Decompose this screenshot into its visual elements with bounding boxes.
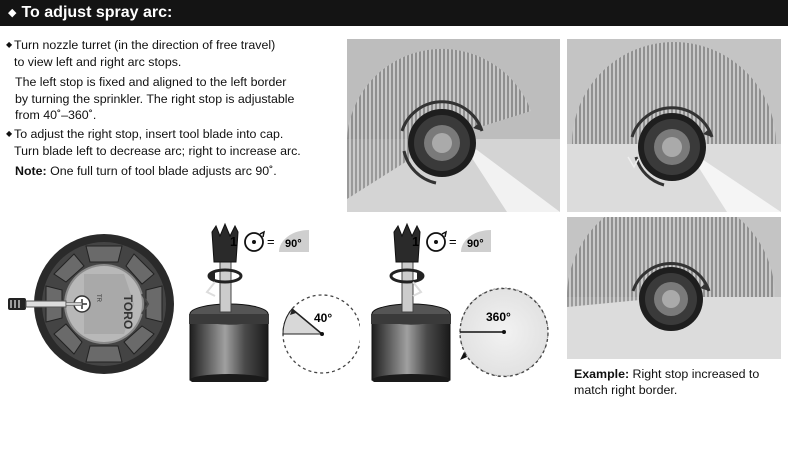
bullet-item — [6, 37, 346, 70]
section-header — [0, 0, 788, 26]
instruction-line: To adjust the right stop, insert tool blade into cap. — [14, 126, 284, 141]
sprinkler-cap-diagram — [6, 229, 176, 379]
bullet-icon: ◆ — [6, 128, 13, 138]
instruction-line: Turn blade left to decrease arc; right to increase arc. — [14, 143, 301, 158]
note-text: One full turn of tool blade adjusts arc 90˚. — [46, 164, 277, 179]
example-label: Example: — [574, 367, 630, 381]
instruction-line: to view left and right arc stops. — [14, 54, 182, 69]
instruction-line: by turning the sprinkler. The right stop is adjustable — [15, 91, 295, 106]
example-caption — [574, 367, 789, 398]
instructions — [6, 37, 346, 180]
photo-sprinkler-example — [567, 217, 781, 359]
arc-adjust-diagram-360 — [368, 222, 558, 382]
note — [6, 163, 346, 180]
equals-sign: = — [449, 234, 457, 249]
example-text: match right border. — [574, 382, 678, 397]
instruction-line: Turn nozzle turret (in the direction of free travel) — [14, 38, 276, 52]
arc-adjust-diagram-40 — [180, 222, 360, 382]
example-text: Right stop increased to — [629, 367, 760, 381]
photo-sprinkler-right-stop — [567, 39, 781, 212]
cap-marker-text: TR — [95, 294, 101, 302]
rotation-icon — [245, 232, 264, 251]
turns-count: 1 — [230, 234, 238, 249]
photo-sprinkler-left-stop — [347, 39, 560, 212]
cap-brand-text: TORO — [121, 294, 135, 330]
arc-360-circle — [460, 288, 548, 377]
instruction-line: The left stop is fixed and aligned to the left border — [15, 75, 287, 90]
arc-result-label: 40° — [314, 311, 333, 325]
bullet-item — [6, 126, 346, 159]
bullet-icon: ◆ — [6, 40, 13, 49]
arc-per-turn-label: 90° — [285, 238, 302, 250]
diamond-icon: ◆ — [8, 7, 17, 19]
arc-result-label: 360° — [486, 310, 511, 324]
arc-per-turn-label: 90° — [467, 238, 484, 250]
instruction-line: from 40˚–360˚. — [15, 108, 97, 123]
rotation-icon — [427, 232, 446, 251]
section-title: To adjust spray arc: — [21, 4, 173, 21]
equals-sign: = — [267, 234, 275, 249]
note-label: Note: — [15, 164, 47, 179]
arc-40-sector — [283, 295, 360, 373]
turns-count: 1 — [412, 234, 420, 249]
arc-stop-paragraph — [6, 74, 346, 124]
